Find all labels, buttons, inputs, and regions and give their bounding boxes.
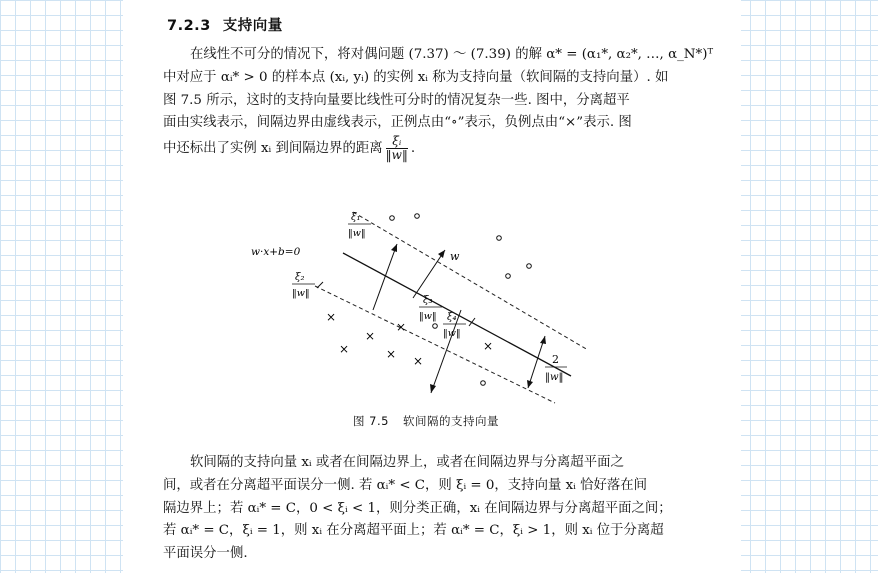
hyperplane-label: w·x+b=0 <box>251 246 301 258</box>
margin-width-arrowhead-top <box>540 336 546 344</box>
negative-point: × <box>364 329 376 343</box>
xi2-arrow <box>317 282 323 288</box>
paragraph-1 <box>163 44 714 163</box>
paragraph-1-line-1: 在线性不可分的情况下，将对偶问题 (7.37) ～ (7.39) 的解 α* = (α₁*, α₂*, …, α_N*)ᵀ <box>190 47 714 62</box>
negative-points <box>326 310 493 368</box>
positive-point <box>415 214 420 219</box>
positive-point <box>390 216 395 221</box>
distance-fraction-denominator: ‖w‖ <box>385 148 408 163</box>
book-page <box>123 0 741 573</box>
xi1-numerator: ξ₁ <box>351 212 361 223</box>
positive-point <box>497 236 502 241</box>
negative-point: × <box>325 310 337 324</box>
paragraph-2-line-5: 平面误分一侧. <box>163 546 248 562</box>
margin-width-denominator: ‖w‖ <box>545 372 564 383</box>
separating-hyperplane <box>343 253 571 376</box>
lower-perpendicular-arrowhead <box>430 384 436 393</box>
distance-fraction-numerator: ξᵢ <box>386 135 408 149</box>
upper-margin-boundary <box>353 212 588 350</box>
paragraph-2-line-3: 隔边界上；若 αᵢ* = C，0 < ξᵢ < 1，则分类正确，xᵢ 在间隔边界与分离超平面之间； <box>163 500 672 516</box>
xi1-denominator: ‖w‖ <box>348 228 366 239</box>
xi4-denominator: ‖w‖ <box>443 328 461 339</box>
paragraph-2-line-1: 软间隔的支持向量 xᵢ 或者在间隔边界上，或者在间隔边界与分离超平面之 <box>190 455 624 470</box>
distance-fraction <box>386 135 408 162</box>
lower-margin-boundary <box>315 286 555 403</box>
paragraph-2-line-2: 间，或者在分离超平面误分一侧. 若 αᵢ* < C，则 ξᵢ = 0，支持向量 xᵢ 恰好落在间 <box>163 477 648 493</box>
paragraph-1-line-5 <box>163 135 711 162</box>
perpendicular-line <box>373 244 397 310</box>
margin-width-numerator: 2 <box>552 353 559 366</box>
perpendicular-arrowhead-top <box>391 244 397 252</box>
figure-caption-text: 软间隔的支持向量 <box>402 414 499 428</box>
normal-vector-arrowhead <box>438 250 445 258</box>
figure-caption <box>353 413 499 429</box>
margin-width-arrow <box>528 336 545 388</box>
section-number: 7.2.3 <box>167 18 211 34</box>
negative-point: × <box>338 342 350 356</box>
xi4-numerator: ξ₄ <box>447 312 457 323</box>
xi3-denominator: ‖w‖ <box>419 311 437 322</box>
normal-vector <box>413 250 445 298</box>
paragraph-1-line-5-text: 中还标出了实例 xᵢ 到间隔边界的距离 <box>163 141 383 157</box>
paragraph-2 <box>163 452 711 566</box>
positive-point <box>481 381 486 386</box>
negative-point: × <box>395 320 407 334</box>
negative-point: × <box>385 347 397 361</box>
paragraph-1-line-5-end: . <box>410 141 416 157</box>
section-heading <box>167 14 283 35</box>
positive-point <box>527 264 532 269</box>
normal-vector-label: w <box>450 250 460 263</box>
positive-point <box>506 274 511 279</box>
soft-margin-figure <box>251 198 593 408</box>
xi3-numerator: ξ₃ <box>423 295 433 306</box>
xi2-numerator: ξ₂ <box>295 272 305 283</box>
section-title: 支持向量 <box>222 18 283 34</box>
figure-caption-label: 图 7.5 <box>353 414 389 428</box>
positive-point <box>433 324 438 329</box>
paragraph-1-line-4: 面由实线表示，间隔边界由虚线表示，正例点由“∘”表示，负例点由“×”表示. 图 <box>163 115 632 131</box>
negative-point: × <box>412 354 424 368</box>
margin-width-arrowhead-bottom <box>527 380 533 388</box>
negative-point: × <box>482 339 494 353</box>
paragraph-1-line-2: 中对应于 αᵢ* > 0 的样本点 (xᵢ, yᵢ) 的实例 xᵢ 称为支持向量（软间隔的支持向量）. 如 <box>163 69 669 85</box>
paragraph-1-line-3: 图 7.5 所示，这时的支持向量要比线性可分时的情况复杂一些. 图中，分离超平 <box>163 92 630 108</box>
xi2-denominator: ‖w‖ <box>292 288 310 299</box>
paragraph-2-line-4: 若 αᵢ* = C，ξᵢ = 1，则 xᵢ 在分离超平面上；若 αᵢ* = C，ξᵢ > 1，则 xᵢ 位于分离超 <box>163 523 664 539</box>
